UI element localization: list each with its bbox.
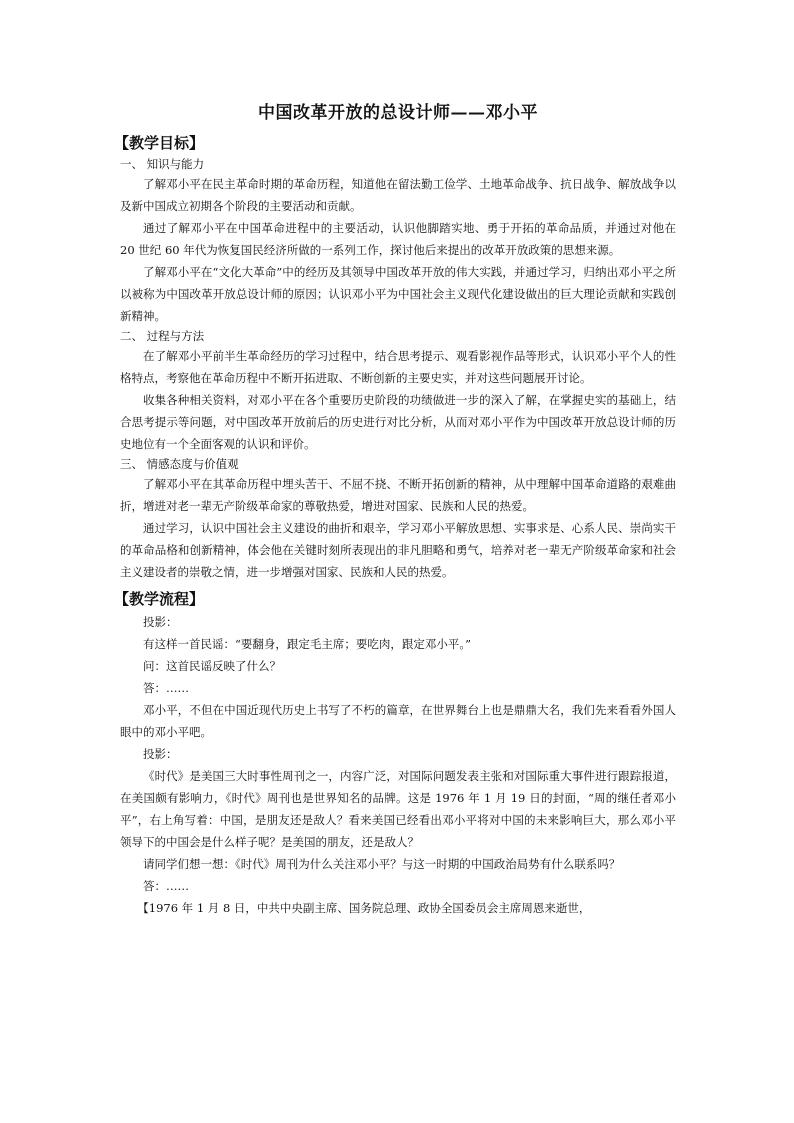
text-line: 问：这首民谣反映了什么？ (143, 659, 281, 673)
subheading-attitude: 三、 情感态度与价值观 (120, 457, 239, 471)
objectives-heading: 【教学目标】 (114, 134, 205, 152)
subheading-process: 二、 过程与方法 (120, 329, 205, 343)
document-title: 中国改革开放的总设计师——邓小平 (258, 103, 538, 123)
paragraph: 邓小平，不但在中国近现代历史上书写了不朽的篇章，在世界舞台上也是鼎鼎大名，我们先来看看外国人眼中的邓小平吧。 (120, 703, 676, 739)
subheading-knowledge: 一、 知识与能力 (120, 157, 205, 171)
paragraph: 通过了解邓小平在中国革命进程中的主要活动，认识他脚踏实地、勇于开拓的革命品质，并通过对他在 20 世纪 60 年代为恢复国民经济所做的一系列工作，探讨他后来提出的改革开放政策的思想来源。 (120, 221, 676, 257)
text-line: 投影： (143, 747, 178, 761)
text-line: 答：…… (143, 879, 189, 893)
paragraph: 通过学习，认识中国社会主义建设的曲折和艰辛，学习邓小平解放思想、实事求是、心系人民、崇尚实干的革命品格和创新精神，体会他在关键时刻所表现出的非凡胆略和勇气，培养对老一辈无产阶级革命家和社会主义建设者的崇敬之情，进一步增强对国家、民族和人民的热爱。 (120, 521, 676, 579)
paragraph: 《时代》是美国三大时事性周刊之一，内容广泛，对国际问题发表主张和对国际重大事件进行跟踪报道，在美国颇有影响力，《时代》周刊也是世界知名的品牌。这是 1976 年 1 月 19 日的封面，“周的继任者邓小平”，右上角写着：中国，是朋友还是敌人？看来美国已经看出邓小平将对中国的未来影响巨大，那么邓小平领导下的中国会是什么样子呢？是美国的朋友，还是敌人？ (120, 769, 676, 849)
paragraph: 了解邓小平在民主革命时期的革命历程，知道他在留法勤工俭学、土地革命战争、抗日战争、解放战争以及新中国成立初期各个阶段的主要活动和贡献。 (120, 177, 676, 213)
text-line: 投影： (143, 615, 178, 629)
process-heading: 【教学流程】 (114, 590, 205, 608)
paragraph: 请同学们想一想：《时代》周刊为什么关注邓小平？与这一时期的中国政治局势有什么联系吗？ (143, 857, 621, 871)
text-line: 【1976 年 1 月 8 日，中共中央副主席、国务院总理、政协全国委员会主席周恩来逝世， (137, 901, 591, 915)
text-line: 答：…… (143, 681, 189, 695)
document-page (114, 98, 676, 919)
paragraph: 在了解邓小平前半生革命经历的学习过程中，结合思考提示、观看影视作品等形式，认识邓小平个人的性格特点，考察他在革命历程中不断开拓进取、不断创新的主要史实，并对这些问题展开讨论。 (120, 349, 676, 385)
text-line: 有这样一首民谣：“要翻身，跟定毛主席；要吃肉，跟定邓小平。” (143, 637, 472, 651)
paragraph: 了解邓小平在其革命历程中埋头苦干、不屈不挠、不断开拓创新的精神，从中理解中国革命道路的艰难曲折，增进对老一辈无产阶级革命家的尊敬热爱，增进对国家、民族和人民的热爱。 (120, 477, 676, 513)
paragraph: 了解邓小平在“文化大革命”中的经历及其领导中国改革开放的伟大实践，并通过学习，归纳出邓小平之所以被称为中国改革开放总设计师的原因；认识邓小平为中国社会主义现代化建设做出的巨大理论贡献和实践创新精神。 (120, 265, 676, 323)
paragraph: 收集各种相关资料，对邓小平在各个重要历史阶段的功绩做进一步的深入了解，在掌握史实的基础上，结合思考提示等问题，对中国改革开放前后的历史进行对比分析，从而对邓小平作为中国改革开放总设计师的历史地位有一个全面客观的认识和评价。 (120, 393, 676, 451)
